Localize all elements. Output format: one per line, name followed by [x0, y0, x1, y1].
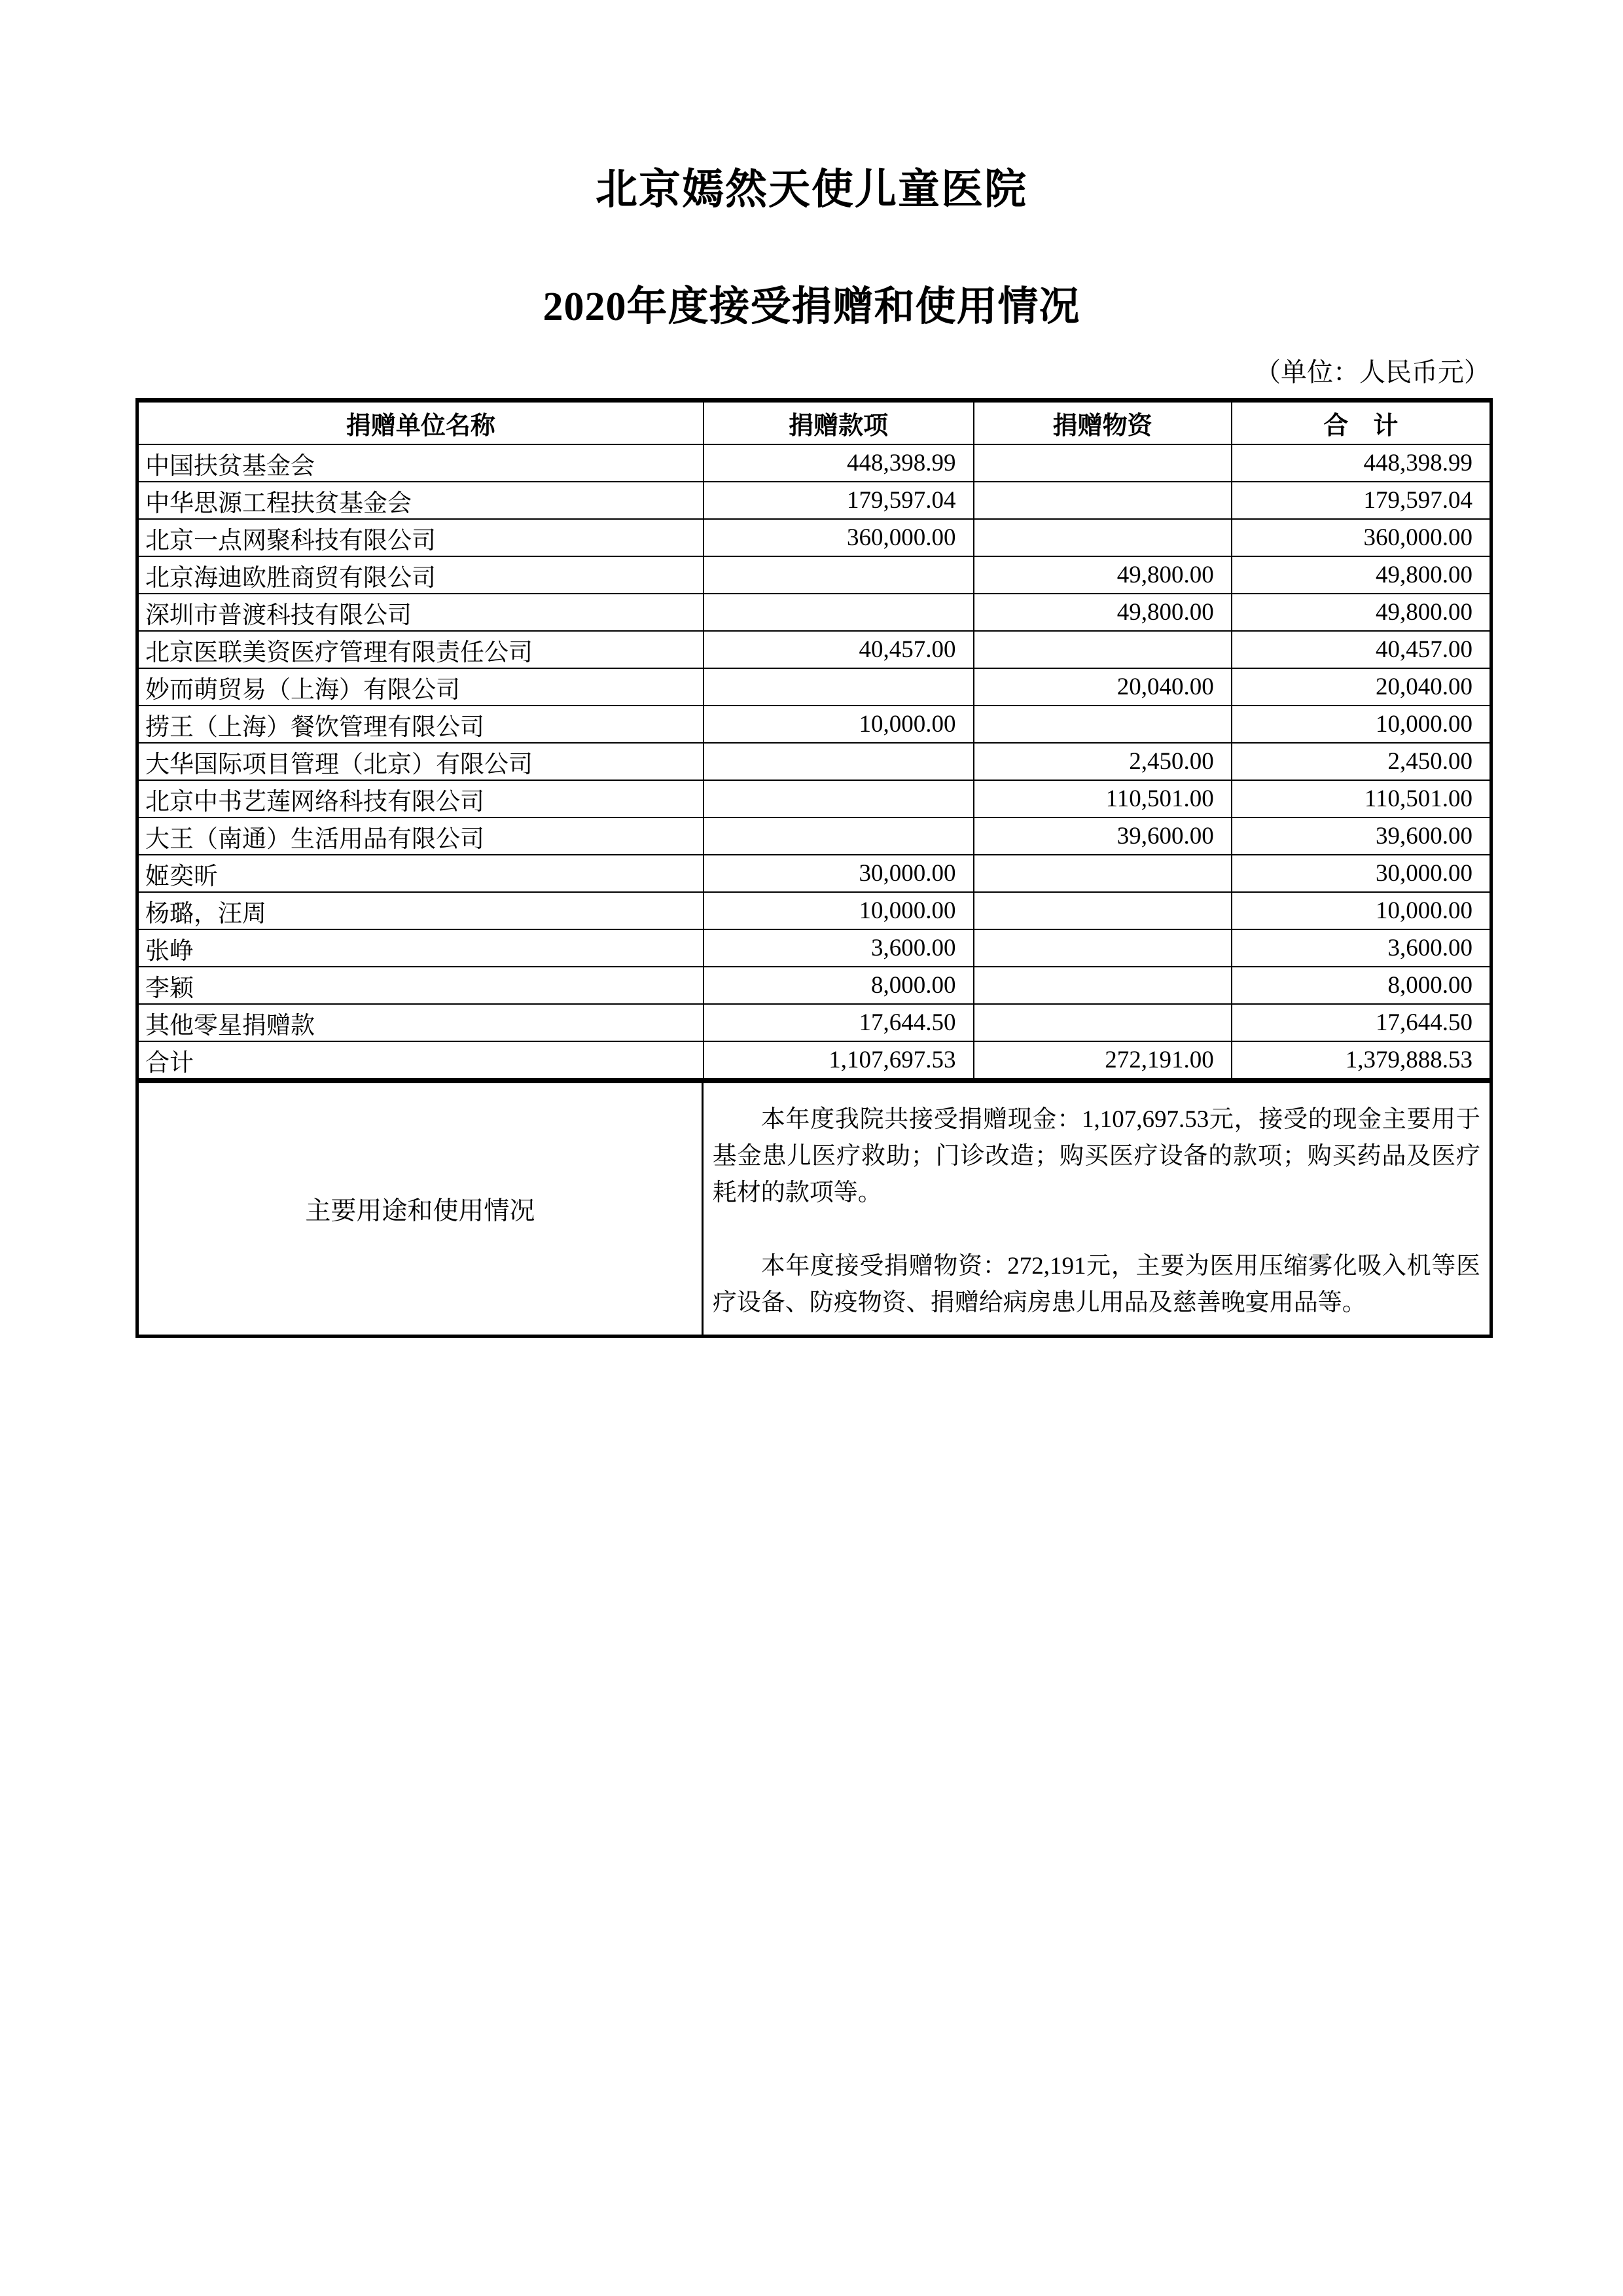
- table-row: [139, 892, 1489, 929]
- goods-amount-cell: 39,600.00: [974, 817, 1232, 855]
- donor-name-cell: 深圳市普渡科技有限公司: [139, 594, 704, 631]
- header-row: [139, 403, 1489, 444]
- goods-amount-cell: [974, 631, 1232, 668]
- cash-amount-cell: 10,000.00: [704, 892, 974, 929]
- table-row: [139, 855, 1489, 892]
- donor-name-cell: 捞王（上海）餐饮管理有限公司: [139, 706, 704, 743]
- page-subtitle: 2020年度接受捐赠和使用情况: [543, 285, 1080, 329]
- cash-amount-cell: 17,644.50: [704, 1004, 974, 1041]
- usage-paragraph-goods: 本年度接受捐赠物资：272,191元，主要为医用压缩雾化吸入机等医疗设备、防疫物资、捐赠给病房患儿用品及慈善晚宴用品等。: [712, 1253, 1480, 1316]
- goods-amount-cell: 2,450.00: [974, 743, 1232, 780]
- total-amount-cell: 30,000.00: [1232, 855, 1489, 892]
- donor-name-cell: 北京一点网聚科技有限公司: [139, 519, 704, 556]
- unit-note: （单位：人民币元）: [1255, 357, 1490, 387]
- total-amount-cell: 10,000.00: [1232, 892, 1489, 929]
- goods-amount-cell: [974, 892, 1232, 929]
- cash-amount-cell: [704, 743, 974, 780]
- table-row: [139, 594, 1489, 631]
- cash-amount-cell: [704, 817, 974, 855]
- donor-name-cell: 北京医联美资医疗管理有限责任公司: [139, 631, 704, 668]
- cash-amount-cell: 8,000.00: [704, 967, 974, 1004]
- cash-amount-cell: 179,597.04: [704, 482, 974, 519]
- goods-amount-cell: [974, 482, 1232, 519]
- cash-amount-cell: [704, 668, 974, 706]
- donation-table-head: [139, 403, 1489, 444]
- table-row: [139, 743, 1489, 780]
- cash-amount-cell: [704, 594, 974, 631]
- total-amount-cell: 8,000.00: [1232, 967, 1489, 1004]
- total-amount-cell: 360,000.00: [1232, 519, 1489, 556]
- header-cash-donation: 捐赠款项: [704, 403, 974, 444]
- cash-amount-cell: 1,107,697.53: [704, 1041, 974, 1079]
- content-area: [135, 351, 1493, 1338]
- donation-table-wrap: [135, 398, 1493, 1338]
- cash-amount-cell: 40,457.00: [704, 631, 974, 668]
- donation-table-body: [139, 444, 1489, 1079]
- usage-text-cell: [704, 1083, 1489, 1335]
- goods-amount-cell: 49,800.00: [974, 556, 1232, 594]
- donor-name-cell: 姬奕昕: [139, 855, 704, 892]
- cash-amount-cell: 10,000.00: [704, 706, 974, 743]
- total-amount-cell: 20,040.00: [1232, 668, 1489, 706]
- cash-amount-cell: 30,000.00: [704, 855, 974, 892]
- goods-amount-cell: [974, 519, 1232, 556]
- total-amount-cell: 1,379,888.53: [1232, 1041, 1489, 1079]
- table-row: [139, 929, 1489, 967]
- goods-amount-cell: [974, 706, 1232, 743]
- total-amount-cell: 110,501.00: [1232, 780, 1489, 817]
- goods-amount-cell: 110,501.00: [974, 780, 1232, 817]
- total-amount-cell: 49,800.00: [1232, 556, 1489, 594]
- total-amount-cell: 3,600.00: [1232, 929, 1489, 967]
- cash-amount-cell: [704, 780, 974, 817]
- total-amount-cell: 39,600.00: [1232, 817, 1489, 855]
- donor-name-cell: 合计: [139, 1041, 704, 1079]
- total-amount-cell: 49,800.00: [1232, 594, 1489, 631]
- donor-name-cell: 妙而萌贸易（上海）有限公司: [139, 668, 704, 706]
- total-amount-cell: 40,457.00: [1232, 631, 1489, 668]
- table-row: [139, 1004, 1489, 1041]
- donor-name-cell: 大王（南通）生活用品有限公司: [139, 817, 704, 855]
- donor-name-cell: 北京中书艺莲网络科技有限公司: [139, 780, 704, 817]
- cash-amount-cell: 3,600.00: [704, 929, 974, 967]
- total-amount-cell: 17,644.50: [1232, 1004, 1489, 1041]
- header-total: 合 计: [1232, 403, 1489, 444]
- goods-amount-cell: 20,040.00: [974, 668, 1232, 706]
- table-row: [139, 967, 1489, 1004]
- goods-amount-cell: [974, 929, 1232, 967]
- page-title: 北京嫣然天使儿童医院: [596, 166, 1027, 213]
- cash-amount-cell: 448,398.99: [704, 444, 974, 482]
- usage-label: 主要用途和使用情况: [305, 1197, 535, 1225]
- donation-table: [139, 403, 1489, 1079]
- table-row: [139, 444, 1489, 482]
- total-amount-cell: 10,000.00: [1232, 706, 1489, 743]
- table-row: [139, 706, 1489, 743]
- total-amount-cell: 179,597.04: [1232, 482, 1489, 519]
- goods-amount-cell: [974, 444, 1232, 482]
- total-amount-cell: 448,398.99: [1232, 444, 1489, 482]
- table-row: [139, 780, 1489, 817]
- header-goods-donation: 捐赠物资: [974, 403, 1232, 444]
- goods-amount-cell: 272,191.00: [974, 1041, 1232, 1079]
- donor-name-cell: 张峥: [139, 929, 704, 967]
- donor-name-cell: 李颖: [139, 967, 704, 1004]
- total-row: [139, 1041, 1489, 1079]
- donor-name-cell: 杨璐，汪周: [139, 892, 704, 929]
- cash-amount-cell: 360,000.00: [704, 519, 974, 556]
- goods-amount-cell: 49,800.00: [974, 594, 1232, 631]
- goods-amount-cell: [974, 855, 1232, 892]
- usage-section: [139, 1079, 1489, 1335]
- donor-name-cell: 其他零星捐赠款: [139, 1004, 704, 1041]
- table-row: [139, 482, 1489, 519]
- usage-label-cell: [139, 1083, 704, 1335]
- table-row: [139, 668, 1489, 706]
- goods-amount-cell: [974, 1004, 1232, 1041]
- header-donor-name: 捐赠单位名称: [139, 403, 704, 444]
- donor-name-cell: 中华思源工程扶贫基金会: [139, 482, 704, 519]
- table-row: [139, 817, 1489, 855]
- donor-name-cell: 大华国际项目管理（北京）有限公司: [139, 743, 704, 780]
- cash-amount-cell: [704, 556, 974, 594]
- donor-name-cell: 中国扶贫基金会: [139, 444, 704, 482]
- usage-paragraph-cash: 本年度我院共接受捐赠现金：1,107,697.53元，接受的现金主要用于基金患儿医疗救助；门诊改造；购买医疗设备的款项；购买药品及医疗耗材的款项等。: [712, 1106, 1480, 1206]
- table-row: [139, 519, 1489, 556]
- table-row: [139, 631, 1489, 668]
- total-amount-cell: 2,450.00: [1232, 743, 1489, 780]
- goods-amount-cell: [974, 967, 1232, 1004]
- table-row: [139, 556, 1489, 594]
- donor-name-cell: 北京海迪欧胜商贸有限公司: [139, 556, 704, 594]
